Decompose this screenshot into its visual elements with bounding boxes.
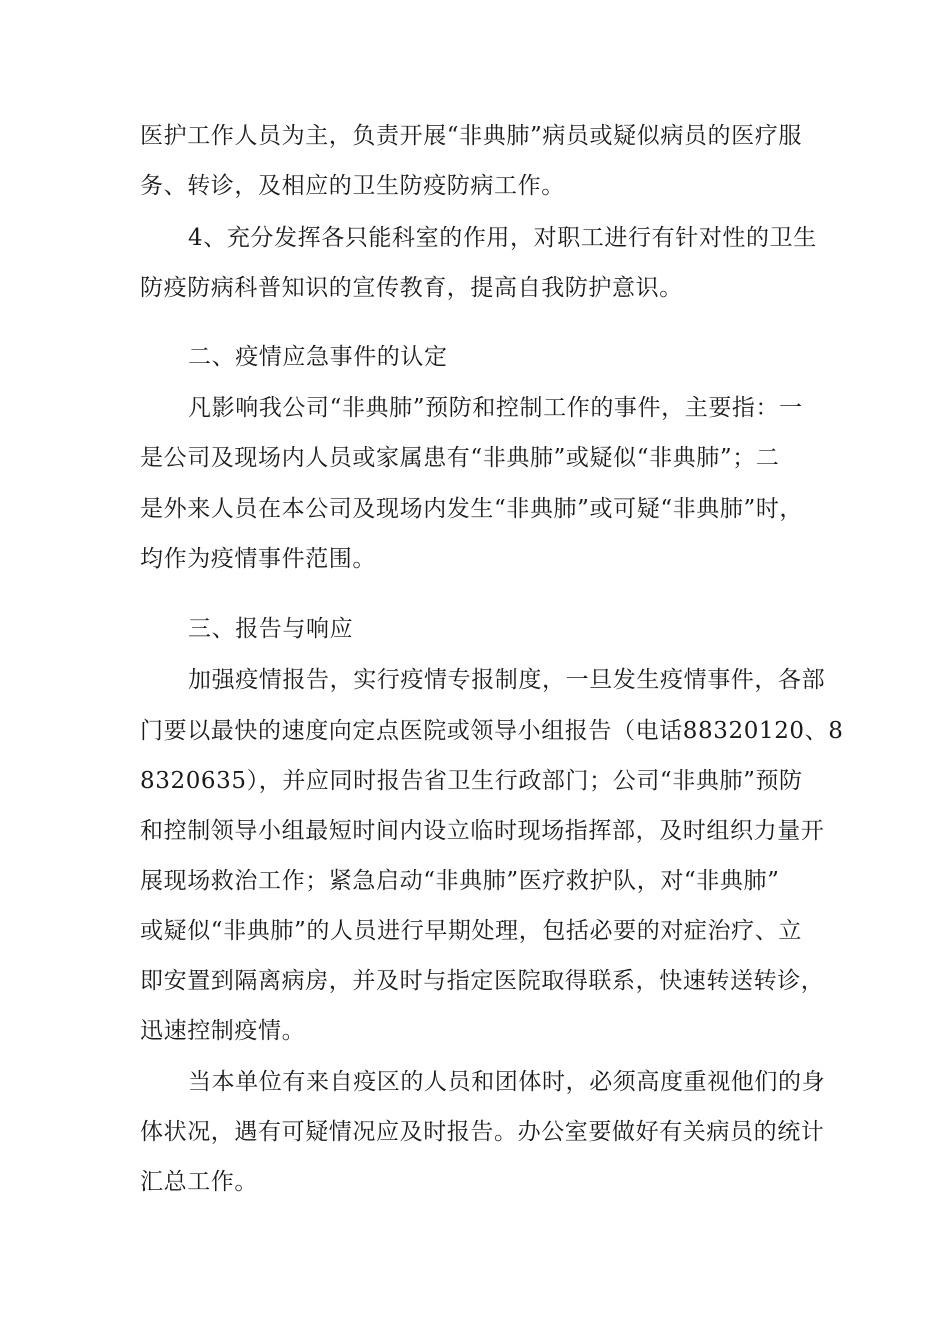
paragraph-line: 门要以最快的速度向定点医院或领导小组报告（电话88320120、8: [140, 718, 844, 744]
paragraph-line: 迅速控制疫情。: [140, 1018, 306, 1044]
section-heading: 二、疫情应急事件的认定: [188, 344, 448, 370]
paragraph-line: 汇总工作。: [140, 1169, 258, 1195]
paragraph-line: 务、转诊，及相应的卫生防疫防病工作。: [140, 173, 565, 199]
paragraph-line: 当本单位有来自疫区的人员和团体时，必须高度重视他们的身: [188, 1069, 826, 1095]
paragraph-line: 展现场救治工作；紧急启动“非典肺”医疗救护队，对“非典肺”: [140, 868, 780, 894]
paragraph-line: 医护工作人员为主，负责开展“非典肺”病员或疑似病员的医疗服: [140, 123, 802, 149]
paragraph-line: 是外来人员在本公司及现场内发生“非典肺”或可疑“非典肺”时，: [140, 496, 804, 522]
paragraph-line: 凡影响我公司“非典肺”预防和控制工作的事件，主要指：一: [188, 395, 803, 421]
paragraph-line: 和控制领导小组最短时间内设立临时现场指挥部，及时组织力量开: [140, 818, 825, 844]
paragraph-line: 4、充分发挥各只能科室的作用，对职工进行有针对性的卫生: [188, 225, 817, 251]
paragraph-line: 体状况，遇有可疑情况应及时报告。办公室要做好有关病员的统计: [140, 1119, 825, 1145]
paragraph-line: 8320635），并应同时报告省卫生行政部门；公司“非典肺”预防: [140, 768, 803, 794]
section-heading: 三、报告与响应: [188, 616, 354, 642]
paragraph-line: 防疫防病科普知识的宣传教育，提高自我防护意识。: [140, 275, 683, 301]
paragraph-line: 加强疫情报告，实行疫情专报制度，一旦发生疫情事件，各部: [188, 667, 826, 693]
paragraph-line: 均作为疫情事件范围。: [140, 546, 376, 572]
paragraph-line: 即安置到隔离病房，并及时与指定医院取得联系，快速转送转诊，: [140, 968, 825, 994]
paragraph-line: 是公司及现场内人员或家属患有“非典肺”或疑似“非典肺”；二: [140, 445, 780, 471]
paragraph-line: 或疑似“非典肺”的人员进行早期处理，包括必要的对症治疗、立: [140, 918, 802, 944]
